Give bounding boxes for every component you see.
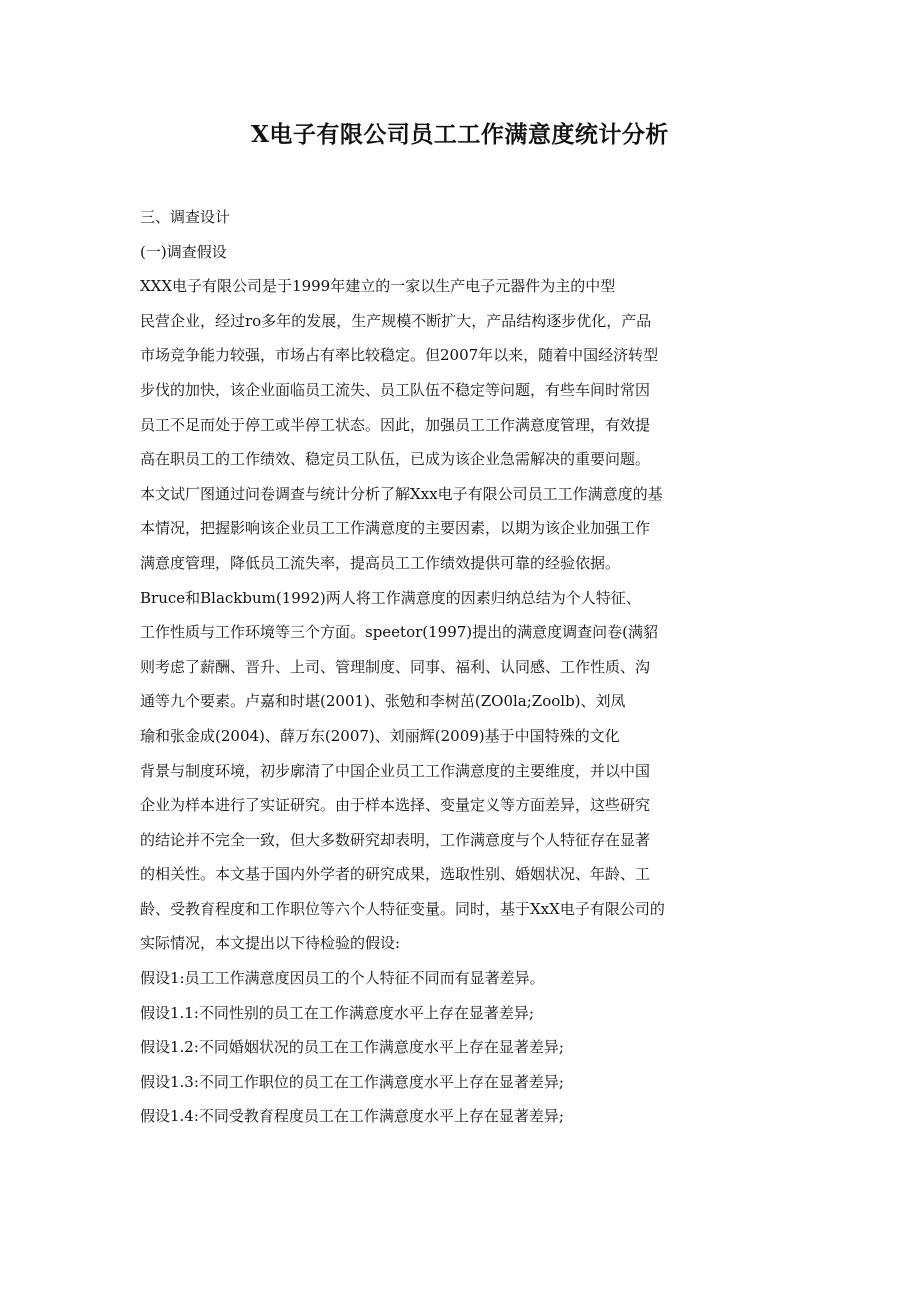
- subsection-heading: (一)调查假设: [140, 242, 227, 261]
- paragraph-line: 的结论并不完全一致，但大多数研究却表明，工作满意度与个人特征存在显著: [140, 830, 651, 849]
- paragraph-line: 步伐的加快，该企业面临员工流失、员工队伍不稳定等问题，有些车间时常因: [140, 380, 651, 399]
- hypothesis-line: 假设1:员工工作满意度因员工的个人特征不同而有显著差异。: [140, 969, 545, 988]
- paragraph-line: Bruce和Blackbum(1992)两人将工作满意度的因素归纳总结为个人特征、: [140, 588, 641, 607]
- paragraph-line: 民营企业，经过ro多年的发展，生产规模不断扩大，产品结构逐步优化，产品: [140, 311, 652, 330]
- paragraph-line: 工作性质与工作环境等三个方面。speetor(1997)提出的满意度调查问卷(满貂: [140, 623, 659, 642]
- paragraph-line: 实际情况，本文提出以下待检验的假设:: [140, 934, 401, 953]
- section-heading: 三、调查设计: [140, 208, 231, 226]
- paragraph-line: 满意度管理，降低员工流失率，提高员工工作绩效提供可靠的经验依据。: [140, 553, 621, 572]
- paragraph-line: 市场竞争能力较强，市场占有率比较稳定。但2007年以来，随着中国经济转型: [140, 346, 659, 365]
- paragraph-line: 背景与制度环境，初步廓清了中国企业员工工作满意度的主要维度，并以中国: [140, 761, 651, 780]
- paragraph-line: 的相关性。本文基于国内外学者的研究成果，选取性别、婚姻状况、年龄、工: [140, 865, 651, 884]
- paragraph-line: 龄、受教育程度和工作职位等六个人特征变量。同时，基于XxX电子有限公司的: [140, 899, 665, 918]
- paragraph-line: 本文试厂图通过问卷调查与统计分析了解Xxx电子有限公司员工工作满意度的基: [140, 484, 663, 503]
- hypothesis-line: 假设1.1:不同性别的员工在工作满意度水平上存在显著差异;: [140, 1003, 534, 1022]
- paragraph-line: 员工不足而处于停工或半停工状态。因此，加强员工工作满意度管理，有效提: [140, 415, 651, 434]
- paragraph-line: 本情况，把握影响该企业员工工作满意度的主要因素，以期为该企业加强工作: [140, 519, 651, 538]
- body-text: [140, 200, 740, 1134]
- paragraph-line: 企业为样本进行了实证研究。由于样本选择、变量定义等方面差异，这些研究: [140, 796, 651, 815]
- page-title: X电子有限公司员工工作满意度统计分析: [251, 121, 669, 148]
- paragraph-line: 高在职员工的工作绩效、稳定员工队伍，已成为该企业急需解决的重要问题。: [140, 450, 651, 469]
- hypothesis-line: 假设1.4:不同受教育程度员工在工作满意度水平上存在显著差异;: [140, 1107, 564, 1126]
- hypothesis-line: 假设1.2:不同婚姻状况的员工在工作满意度水平上存在显著差异;: [140, 1038, 564, 1057]
- paragraph-line: XXX电子有限公司是于1999年建立的一家以生产电子元器件为主的中型: [140, 277, 616, 296]
- paragraph-line: 瑜和张金成(2004)、薛万东(2007)、刘丽辉(2009)基于中国特殊的文化: [140, 726, 620, 745]
- paragraph-line: 通等九个要素。卢嘉和时堪(2001)、张勉和李树茁(ZO0la;Zoolb)、刘凤: [140, 692, 626, 711]
- paragraph-line: 则考虑了薪酬、晋升、上司、管理制度、同事、福利、认同感、工作性质、沟: [140, 657, 651, 676]
- hypothesis-line: 假设1.3:不同工作职位的员工在工作满意度水平上存在显著差异;: [140, 1072, 564, 1091]
